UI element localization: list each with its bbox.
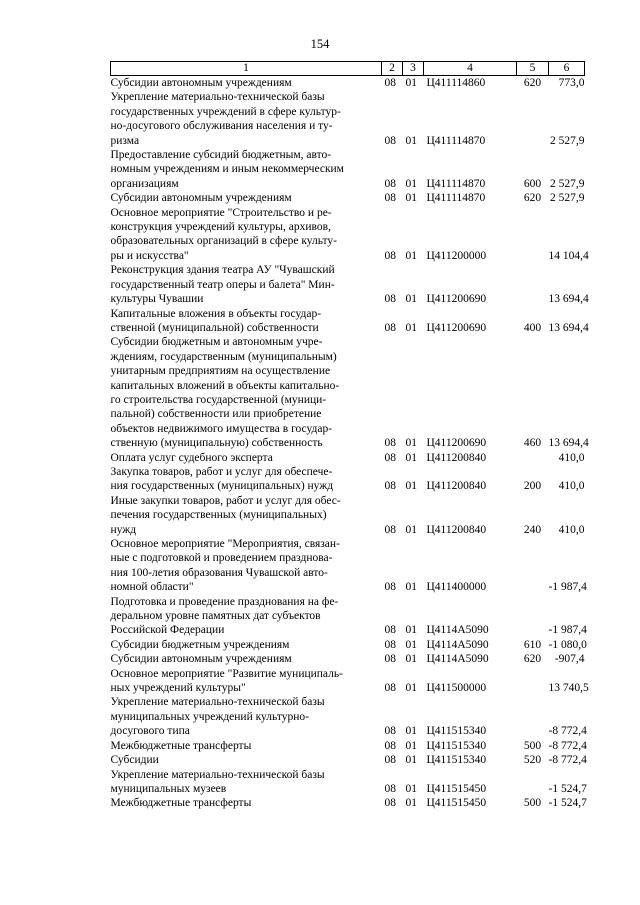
row-subsection: 01 xyxy=(405,754,417,767)
row-name-line: Субсидии бюджетным учреждениям xyxy=(110,638,290,651)
table-row xyxy=(111,148,585,191)
row-amount: 13 740,5 xyxy=(548,682,589,695)
row-target-item: Ц411515340 xyxy=(426,739,487,752)
row-name-line: образовательных организаций в сфере культу- xyxy=(110,235,338,248)
row-expense-type: 620 xyxy=(523,192,542,205)
row-name-cell xyxy=(111,263,382,306)
row-expense-type xyxy=(517,667,549,696)
row-name-line: деральном уровне памятных дат субъектов xyxy=(110,610,321,623)
row-amount: 14 104,4 xyxy=(548,249,589,262)
row-name-line: ризма xyxy=(110,134,140,147)
table-header xyxy=(111,62,585,76)
row-target-item: Ц4114А5090 xyxy=(426,624,489,637)
row-name-cell xyxy=(111,796,382,810)
row-expense-type xyxy=(517,537,549,595)
row-amount: 13 694,4 xyxy=(548,321,589,334)
row-subsection: 01 xyxy=(405,797,417,810)
row-name-line: Оплата услуг судебного эксперта xyxy=(110,451,273,464)
row-section: 08 xyxy=(384,523,396,536)
row-name-line: Субсидии xyxy=(110,754,159,767)
row-name-cell xyxy=(111,191,382,205)
row-name-line: Субсидии бюджетным и автономным учре- xyxy=(110,336,323,349)
row-target-item: Ц411114860 xyxy=(426,77,486,89)
table-row xyxy=(111,465,585,494)
row-target-item: Ц411200690 xyxy=(426,293,487,306)
row-expense-type xyxy=(517,451,549,465)
row-amount: 13 694,4 xyxy=(548,437,589,450)
row-name-cell xyxy=(111,753,382,767)
row-section: 08 xyxy=(384,638,396,651)
row-subsection: 01 xyxy=(405,682,417,695)
row-target-item: Ц411114870 xyxy=(426,192,486,205)
row-section: 08 xyxy=(384,682,396,695)
row-target-item: Ц411200690 xyxy=(426,321,487,334)
row-subsection: 01 xyxy=(405,653,417,666)
row-amount: 410,0 xyxy=(558,451,585,464)
row-section: 08 xyxy=(384,782,396,795)
row-name-line: Основное мероприятие "Развитие муниципаль- xyxy=(110,667,343,680)
row-name-line: Укрепление материально-технической базы xyxy=(110,768,325,781)
row-subsection: 01 xyxy=(405,451,417,464)
table-row xyxy=(111,76,585,91)
row-name-cell xyxy=(111,667,382,696)
row-name-cell xyxy=(111,307,382,336)
header-col-expense-type: 5 xyxy=(517,62,549,76)
row-name-cell xyxy=(111,595,382,638)
row-section: 08 xyxy=(384,480,396,493)
row-target-item: Ц4114А5090 xyxy=(426,638,489,651)
row-name-cell xyxy=(111,652,382,666)
row-name-cell xyxy=(111,494,382,537)
row-name-line: капитальных вложений в объекты капитально- xyxy=(110,379,340,392)
row-expense-type: 610 xyxy=(523,638,542,651)
row-amount: -1 524,7 xyxy=(548,797,587,810)
row-name-line: печения государственных (муниципальных) xyxy=(110,509,327,522)
row-amount: -8 772,4 xyxy=(548,739,587,752)
row-amount: 410,0 xyxy=(558,480,585,493)
row-subsection: 01 xyxy=(405,782,417,795)
row-section: 08 xyxy=(384,134,396,147)
row-name-line: ственную (муниципальную) собственность xyxy=(110,437,323,450)
row-name-cell xyxy=(111,768,382,797)
table-row xyxy=(111,90,585,148)
row-expense-type: 200 xyxy=(523,480,542,493)
row-subsection: 01 xyxy=(405,624,417,637)
row-subsection: 01 xyxy=(405,480,417,493)
row-name-line: Российской Федерации xyxy=(110,624,225,637)
row-name-line: Субсидии автономным учреждениям xyxy=(110,192,292,205)
row-name-line: муниципальных музеев xyxy=(110,782,227,795)
row-name-line: го строительства государственной (муници- xyxy=(110,393,327,406)
row-name-line: Субсидии автономным учреждениям xyxy=(110,653,292,666)
row-name-line: Иные закупки товаров, работ и услуг для обес- xyxy=(110,494,341,507)
table-row xyxy=(111,537,585,595)
header-col-section: 2 xyxy=(382,62,403,76)
header-col-name: 1 xyxy=(111,62,382,76)
row-subsection: 01 xyxy=(405,725,417,738)
row-target-item: Ц411515450 xyxy=(426,797,487,810)
row-section: 08 xyxy=(384,177,396,190)
row-section: 08 xyxy=(384,739,396,752)
row-target-item: Ц4114А5090 xyxy=(426,653,489,666)
row-expense-type xyxy=(517,90,549,148)
row-amount: 410,0 xyxy=(558,523,585,536)
row-name-line: нужд xyxy=(110,523,137,536)
row-expense-type: 500 xyxy=(523,797,542,810)
row-name-line: государственных учреждений в сфере культур- xyxy=(110,105,341,118)
row-subsection: 01 xyxy=(405,437,417,450)
row-target-item: Ц411114870 xyxy=(426,177,486,190)
table-row xyxy=(111,307,585,336)
row-name-line: Закупка товаров, работ и услуг для обеспече- xyxy=(110,465,333,478)
page-number: 154 xyxy=(310,37,330,51)
row-name-line: номным учреждениям и иным некоммерческим xyxy=(110,163,344,176)
row-name-cell xyxy=(111,335,382,450)
row-target-item: Ц411200840 xyxy=(426,523,487,536)
row-subsection: 01 xyxy=(405,523,417,536)
row-expense-type: 620 xyxy=(523,77,542,89)
row-amount: -907,4 xyxy=(554,653,585,666)
row-expense-type: 500 xyxy=(523,739,542,752)
row-name-line: ния 100-летия образования Чувашской авто- xyxy=(110,566,328,579)
row-name-cell xyxy=(111,739,382,753)
table-row xyxy=(111,494,585,537)
row-amount: -8 772,4 xyxy=(548,754,587,767)
row-subsection: 01 xyxy=(405,134,417,147)
row-expense-type: 400 xyxy=(523,321,542,334)
row-name-line: ждениям, государственным (муниципальным) xyxy=(110,350,337,363)
table-row xyxy=(111,335,585,450)
row-expense-type xyxy=(517,206,549,264)
row-amount: 13 694,4 xyxy=(548,293,589,306)
row-name-line: Межбюджетные трансферты xyxy=(110,739,252,752)
row-target-item: Ц411114870 xyxy=(426,134,486,147)
row-amount: -1 080,0 xyxy=(548,638,587,651)
row-name-line: номной области" xyxy=(110,581,194,594)
budget-table xyxy=(110,61,589,811)
row-name-line: Межбюджетные трансферты xyxy=(110,797,252,810)
row-amount: 2 527,9 xyxy=(550,177,585,190)
row-name-line: ры и искусства" xyxy=(110,249,189,262)
row-name-cell xyxy=(111,76,382,91)
row-name-cell xyxy=(111,638,382,652)
row-name-line: Подготовка и проведение празднования на фе- xyxy=(110,595,339,608)
header-col-amount: 6 xyxy=(549,62,585,76)
table-row xyxy=(111,796,585,810)
table-row xyxy=(111,263,585,306)
row-section: 08 xyxy=(384,451,396,464)
row-subsection: 01 xyxy=(405,739,417,752)
table-row xyxy=(111,595,585,638)
row-name-line: ные с подготовкой и проведением празднова- xyxy=(110,552,333,565)
table-row xyxy=(111,768,585,797)
row-subsection: 01 xyxy=(405,293,417,306)
row-section: 08 xyxy=(384,77,396,89)
row-subsection: 01 xyxy=(405,321,417,334)
row-target-item: Ц411200000 xyxy=(426,249,487,262)
table-row xyxy=(111,652,585,666)
row-name-line: Укрепление материально-технической базы xyxy=(110,91,325,104)
row-target-item: Ц411400000 xyxy=(426,581,487,594)
header-col-target-item: 4 xyxy=(424,62,517,76)
row-subsection: 01 xyxy=(405,581,417,594)
row-section: 08 xyxy=(384,797,396,810)
row-name-line: Субсидии автономным учреждениям xyxy=(110,77,292,89)
row-subsection: 01 xyxy=(405,192,417,205)
row-name-line: ния государственных (муниципальных) нужд xyxy=(110,480,334,493)
row-name-line: объектов недвижимого имущества в государ- xyxy=(110,422,333,435)
row-expense-type: 600 xyxy=(523,177,542,190)
row-expense-type xyxy=(517,768,549,797)
row-name-cell xyxy=(111,206,382,264)
row-amount: -8 772,4 xyxy=(548,725,587,738)
row-subsection: 01 xyxy=(405,249,417,262)
row-expense-type xyxy=(517,595,549,638)
row-target-item: Ц411500000 xyxy=(426,682,487,695)
row-name-line: Капитальные вложения в объекты государ- xyxy=(110,307,322,320)
row-name-cell xyxy=(111,90,382,148)
row-name-line: Укрепление материально-технической базы xyxy=(110,696,325,709)
row-amount: -1 524,7 xyxy=(548,782,587,795)
table-row xyxy=(111,191,585,205)
table-row xyxy=(111,695,585,738)
row-name-line: пальной) собственности или приобретение xyxy=(110,408,322,421)
table-row xyxy=(111,753,585,767)
row-expense-type xyxy=(517,695,549,738)
row-expense-type: 460 xyxy=(523,437,542,450)
row-section: 08 xyxy=(384,293,396,306)
row-name-line: Основное мероприятие "Строительство и ре- xyxy=(110,206,332,219)
row-target-item: Ц411200840 xyxy=(426,480,487,493)
row-expense-type: 520 xyxy=(523,754,542,767)
row-name-cell xyxy=(111,695,382,738)
row-section: 08 xyxy=(384,624,396,637)
row-name-cell xyxy=(111,451,382,465)
row-name-line: ных учреждений культуры" xyxy=(110,682,246,695)
row-section: 08 xyxy=(384,437,396,450)
row-name-line: конструкция учреждений культуры, архивов, xyxy=(110,221,331,234)
row-section: 08 xyxy=(384,725,396,738)
row-name-line: Предоставление субсидий бюджетным, авто- xyxy=(110,149,332,162)
row-name-line: муниципальных учреждений культурно- xyxy=(110,710,309,723)
row-amount: 2 527,9 xyxy=(550,192,585,205)
header-col-subsection: 3 xyxy=(403,62,424,76)
row-name-line: унитарным предприятиям на осуществление xyxy=(110,365,331,378)
row-subsection: 01 xyxy=(405,177,417,190)
row-section: 08 xyxy=(384,581,396,594)
row-target-item: Ц411515340 xyxy=(426,725,487,738)
row-name-line: Основное мероприятие "Мероприятия, связан- xyxy=(110,538,340,550)
row-name-cell xyxy=(111,537,382,595)
row-section: 08 xyxy=(384,653,396,666)
row-target-item: Ц411200690 xyxy=(426,437,487,450)
row-section: 08 xyxy=(384,321,396,334)
table-row xyxy=(111,451,585,465)
row-amount: -1 987,4 xyxy=(548,624,587,637)
table-row xyxy=(111,667,585,696)
row-name-line: организациям xyxy=(110,177,179,190)
header-row xyxy=(111,62,585,76)
row-name-line: ственной (муниципальной) собственности xyxy=(110,321,319,334)
row-target-item: Ц411200840 xyxy=(426,451,487,464)
row-expense-type: 620 xyxy=(523,653,542,666)
row-name-cell xyxy=(111,465,382,494)
row-name-line: государственный театр оперы и балета" Мин- xyxy=(110,278,335,291)
row-name-line: культуры Чувашии xyxy=(110,293,204,306)
row-amount: -1 987,4 xyxy=(548,581,587,594)
row-section: 08 xyxy=(384,754,396,767)
table-row xyxy=(111,739,585,753)
row-section: 08 xyxy=(384,192,396,205)
row-name-line: досугового типа xyxy=(110,725,190,738)
row-subsection: 01 xyxy=(405,638,417,651)
row-name-line: но-досугового обслуживания населения и ту- xyxy=(110,120,333,133)
row-target-item: Ц411515450 xyxy=(426,782,487,795)
row-expense-type xyxy=(517,263,549,306)
row-subsection: 01 xyxy=(405,77,417,89)
table-row xyxy=(111,206,585,264)
row-target-item: Ц411515340 xyxy=(426,754,487,767)
row-amount: 2 527,9 xyxy=(550,134,585,147)
table-row xyxy=(111,638,585,652)
row-name-cell xyxy=(111,148,382,191)
row-expense-type: 240 xyxy=(523,523,542,536)
row-section: 08 xyxy=(384,249,396,262)
row-amount: 773,0 xyxy=(558,77,585,89)
row-name-line: Реконструкция здания театра АУ "Чувашский xyxy=(110,264,335,277)
table-body xyxy=(110,76,589,811)
